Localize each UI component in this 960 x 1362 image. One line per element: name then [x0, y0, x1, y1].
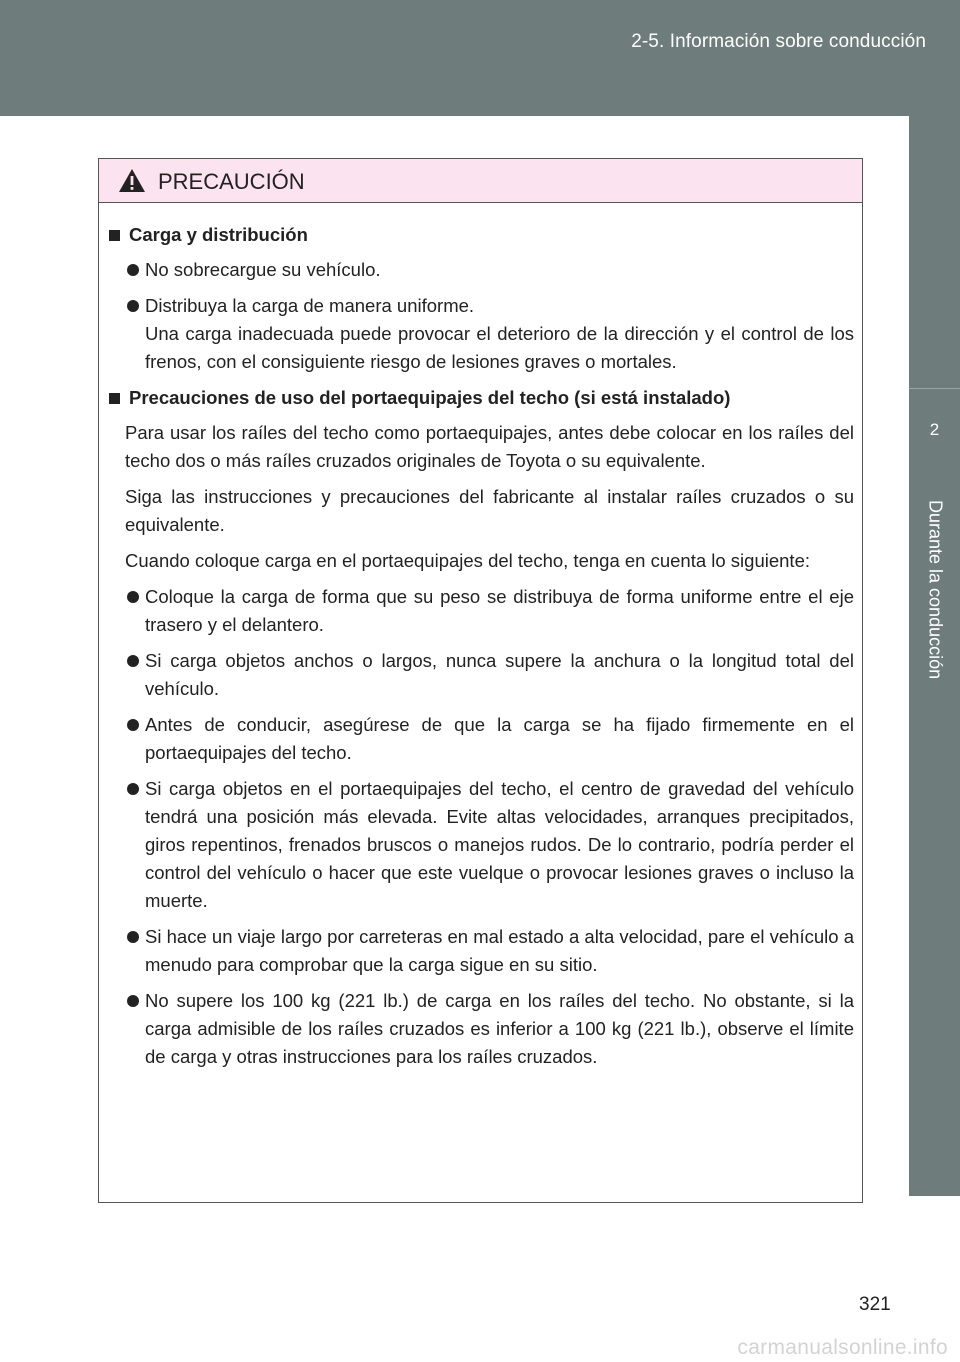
list-item-detail: Una carga inadecuada puede provocar el deterioro de la dirección y el control de los frenos, con el consiguiente riesgo de lesiones graves o mortales.	[145, 323, 854, 372]
list-item	[99, 647, 854, 703]
side-tab-divider	[909, 388, 960, 389]
list-item	[99, 711, 854, 767]
list-item-text: No supere los 100 kg (221 lb.) de carga en los raíles del techo. No obstante, si la carga admisible de los raíles cruzados es inferior a 100 kg (221 lb.), observe el límite de carga y otras instrucciones para los raíles cruzados.	[145, 990, 854, 1067]
square-bullet-icon	[109, 393, 120, 404]
paragraph: Para usar los raíles del techo como portaequipajes, antes debe colocar en los raíles del techo dos o más raíles cruzados originales de Toyota o su equivalente.	[125, 422, 854, 471]
caution-body	[99, 203, 862, 1071]
bullet-dot-icon	[127, 783, 139, 795]
bullet-dot-icon	[127, 300, 139, 312]
chapter-label: Durante la conducción	[925, 500, 946, 680]
page-header	[0, 0, 960, 116]
bullet-dot-icon	[127, 995, 139, 1007]
list-item-text: No sobrecargue su vehículo.	[145, 259, 381, 280]
paragraph: Siga las instrucciones y precauciones del fabricante al instalar raíles cruzados o su equivalente.	[125, 486, 854, 535]
section-heading	[99, 221, 854, 249]
section-title: 2-5. Información sobre conducción	[631, 31, 926, 52]
list-item-text: Distribuya la carga de manera uniforme.	[145, 295, 475, 316]
section-heading	[99, 384, 854, 412]
warning-triangle-icon	[118, 168, 146, 193]
caution-header	[99, 159, 862, 203]
list-item-text: Antes de conducir, asegúrese de que la carga se ha fijado firmemente en el portaequipajes del techo.	[145, 714, 854, 763]
bullet-dot-icon	[127, 264, 139, 276]
bullet-dot-icon	[127, 591, 139, 603]
bullet-dot-icon	[127, 719, 139, 731]
list-item	[99, 583, 854, 639]
page-number: 321	[859, 1294, 891, 1315]
list-item	[99, 256, 854, 284]
list-item-text: Si hace un viaje largo por carreteras en mal estado a alta velocidad, pare el vehículo a menudo para comprobar que la carga sigue en su sitio.	[145, 926, 854, 975]
list-item	[99, 292, 854, 376]
list-item	[99, 987, 854, 1071]
caution-box	[98, 158, 863, 1203]
list-item-text: Coloque la carga de forma que su peso se distribuya de forma uniforme entre el eje trasero y el delantero.	[145, 586, 854, 635]
chapter-number: 2	[929, 420, 940, 439]
paragraph: Cuando coloque carga en el portaequipajes del techo, tenga en cuenta lo siguiente:	[125, 550, 811, 571]
chapter-side-tab	[909, 116, 960, 1196]
bullet-dot-icon	[127, 655, 139, 667]
list-item	[99, 923, 854, 979]
list-item-text: Si carga objetos en el portaequipajes del techo, el centro de gravedad del vehículo tendrá una posición más elevada. Evite altas velocidades, arranques precipitados, giros repentinos, frenados bruscos o manejos rudos. De lo contrario, podría perder el control del vehículo o hacer que este vuelque o provocar lesiones graves o incluso la muerte.	[145, 778, 854, 911]
section-heading-text: Carga y distribución	[129, 224, 308, 245]
section-heading-text: Precauciones de uso del portaequipajes del techo (si está instalado)	[129, 387, 731, 408]
list-item	[99, 775, 854, 915]
bullet-dot-icon	[127, 931, 139, 943]
watermark: carmanualsonline.info	[737, 1336, 948, 1359]
list-item-text: Si carga objetos anchos o largos, nunca supere la anchura o la longitud total del vehículo.	[145, 650, 854, 699]
square-bullet-icon	[109, 230, 120, 241]
caution-title: PRECAUCIÓN	[158, 169, 305, 194]
